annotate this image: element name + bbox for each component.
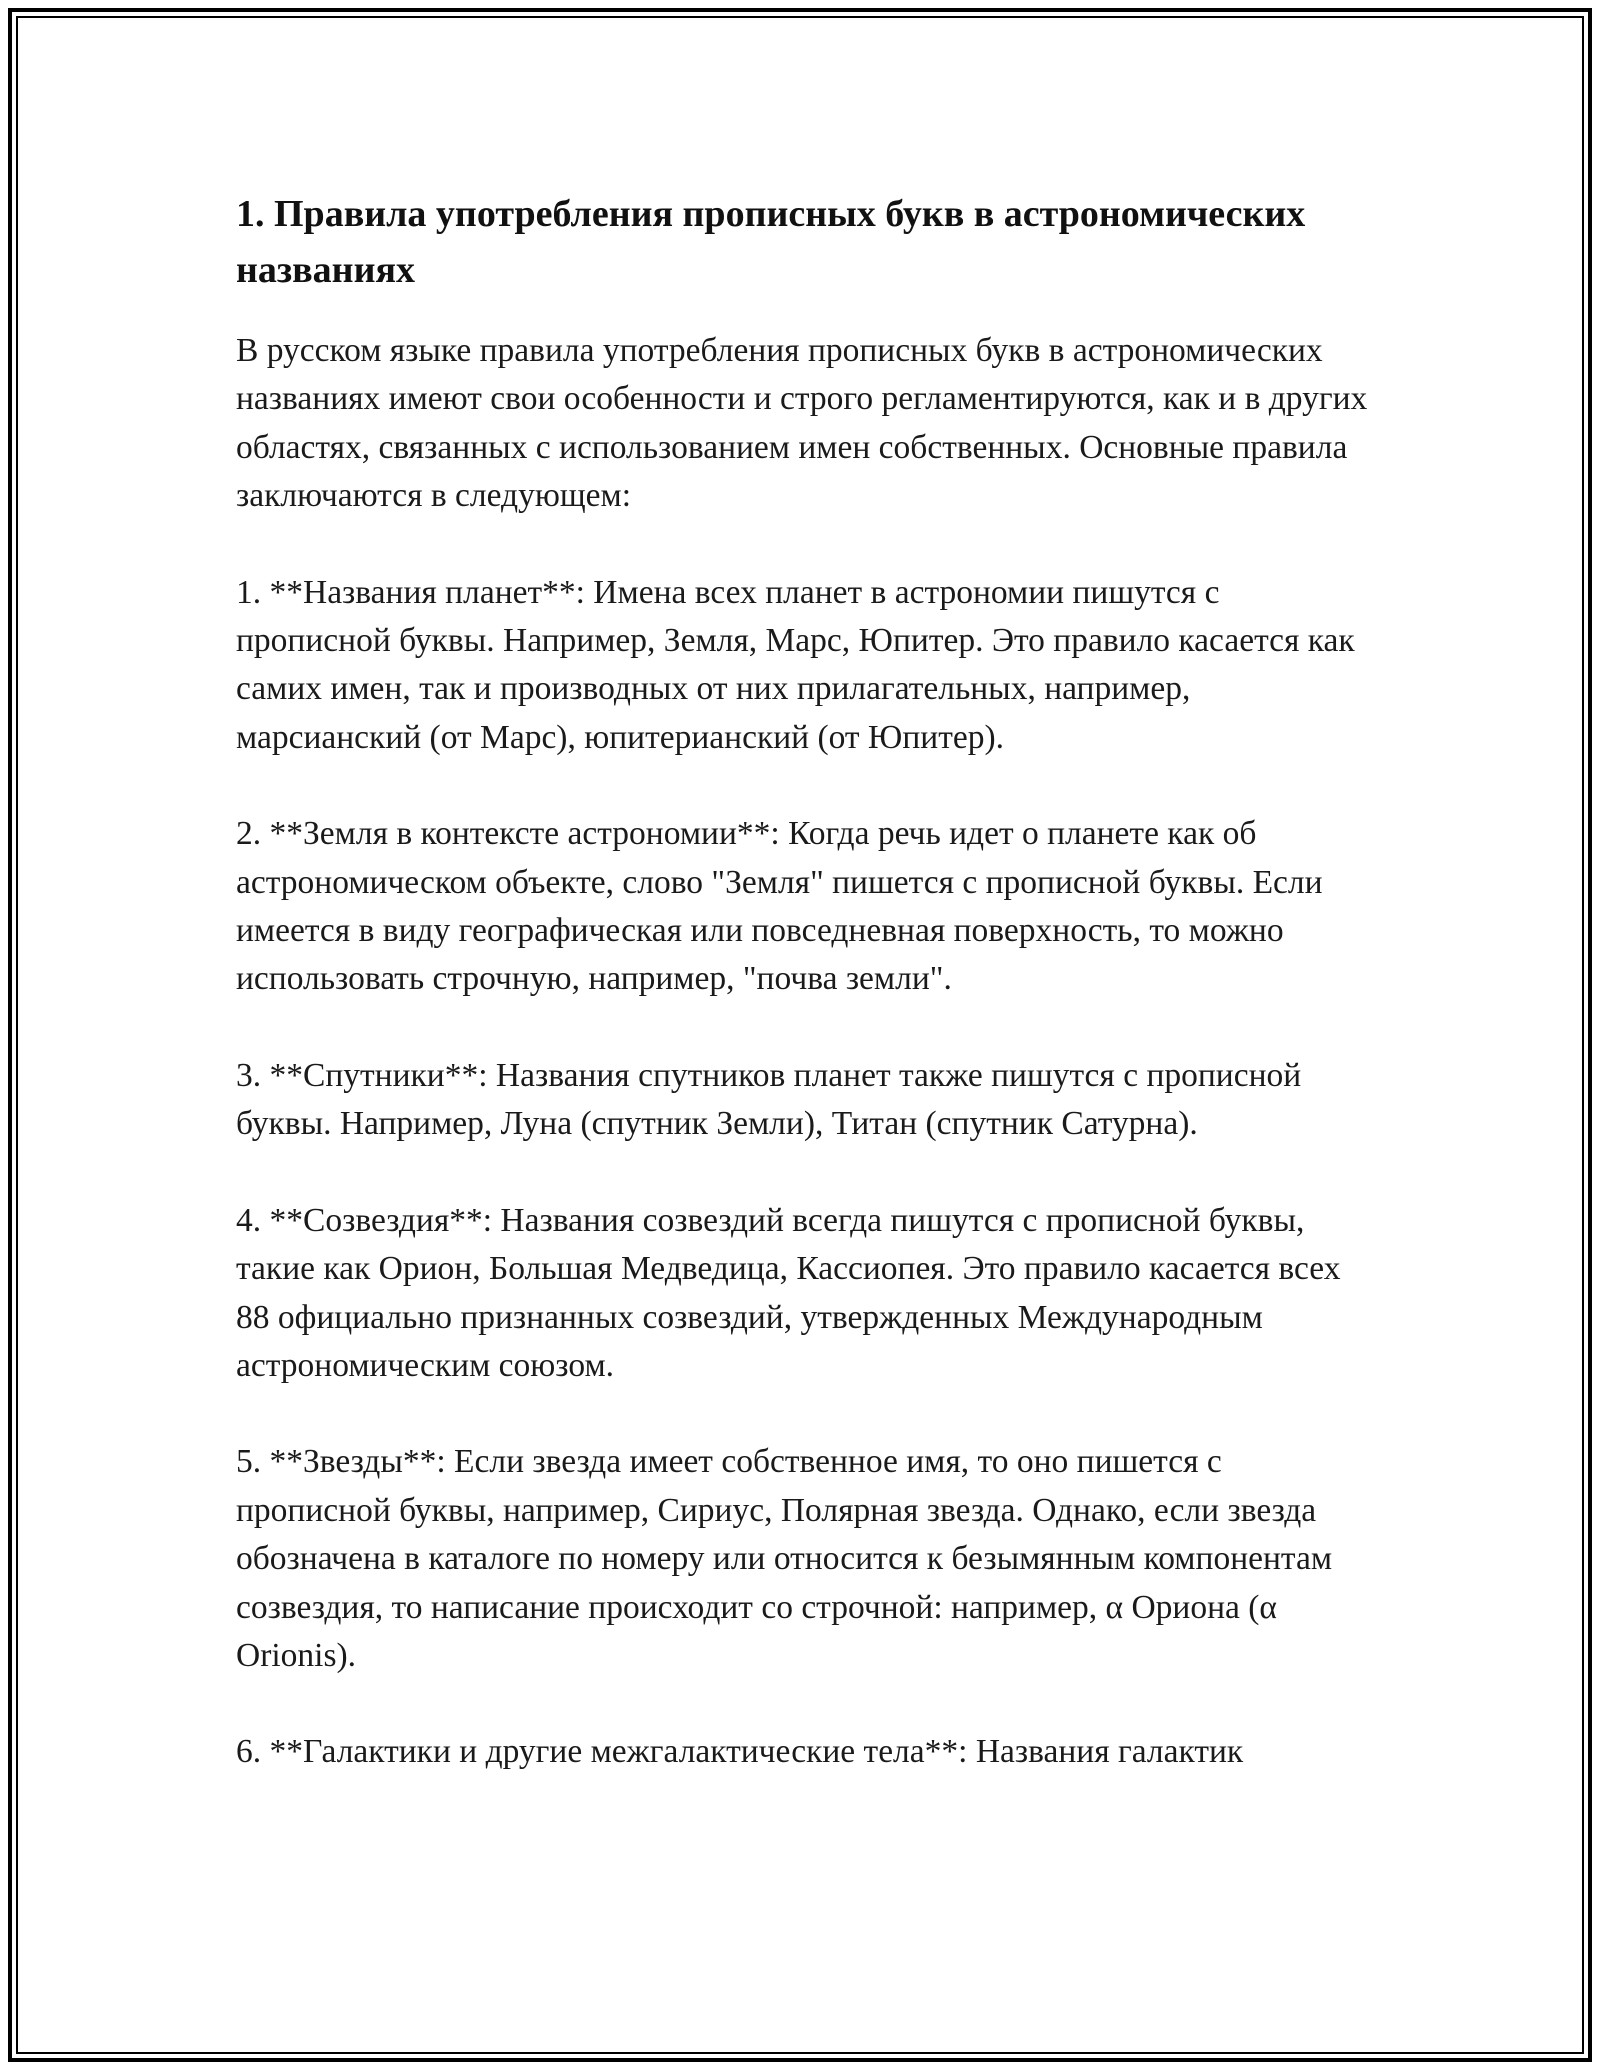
rule-item-planets: 1. **Названия планет**: Имена всех планет в астрономии пишутся с прописной буквы. Например, Земля, Марс, Юпитер. Это правило касается как самих имен, так и производных от них прилагательных, например, марсианский (от Марс), юпитерианский (от Юпитер).	[236, 573, 1355, 756]
rule-item-stars: 5. **Звезды**: Если звезда имеет собственное имя, то оно пишется с прописной буквы, например, Сириус, Полярная звезда. Однако, если звезда обозначена в каталоге по номеру или относится к безымянным компонентам созвездия, то написание происходит со строчной: например, α Ориона (α Orionis).	[236, 1443, 1333, 1674]
rule-item-galaxies: 6. **Галактики и другие межгалактические тела**: Названия галактик	[236, 1733, 1244, 1771]
document-body	[236, 186, 1376, 1825]
document-title: 1. Правила употребления прописных букв в астрономических названиях	[236, 193, 1306, 291]
rule-item-satellites: 3. **Спутники**: Названия спутников планет также пишутся с прописной буквы. Например, Луна (спутник Земли), Титан (спутник Сатурна).	[236, 1056, 1302, 1143]
rule-item-earth: 2. **Земля в контексте астрономии**: Когда речь идет о планете как об астрономическом объекте, слово "Земля" пишется с прописной буквы. Если имеется в виду географическая или повседневная поверхность, то можно использовать строчную, например, "почва земли".	[236, 815, 1323, 998]
rule-item-constellations: 4. **Созвездия**: Названия созвездий всегда пишутся с прописной буквы, такие как Орион, Большая Медведица, Кассиопея. Это правило касается всех 88 официально признанных созвездий, утвержденных Международным астрономическим союзом.	[236, 1201, 1341, 1384]
intro-paragraph: В русском языке правила употребления прописных букв в астрономических названиях имеют свои особенности и строго регламентируются, как и в других областях, связанных с использованием имен собственных. Основные правила заключаются в следующем:	[236, 332, 1368, 515]
